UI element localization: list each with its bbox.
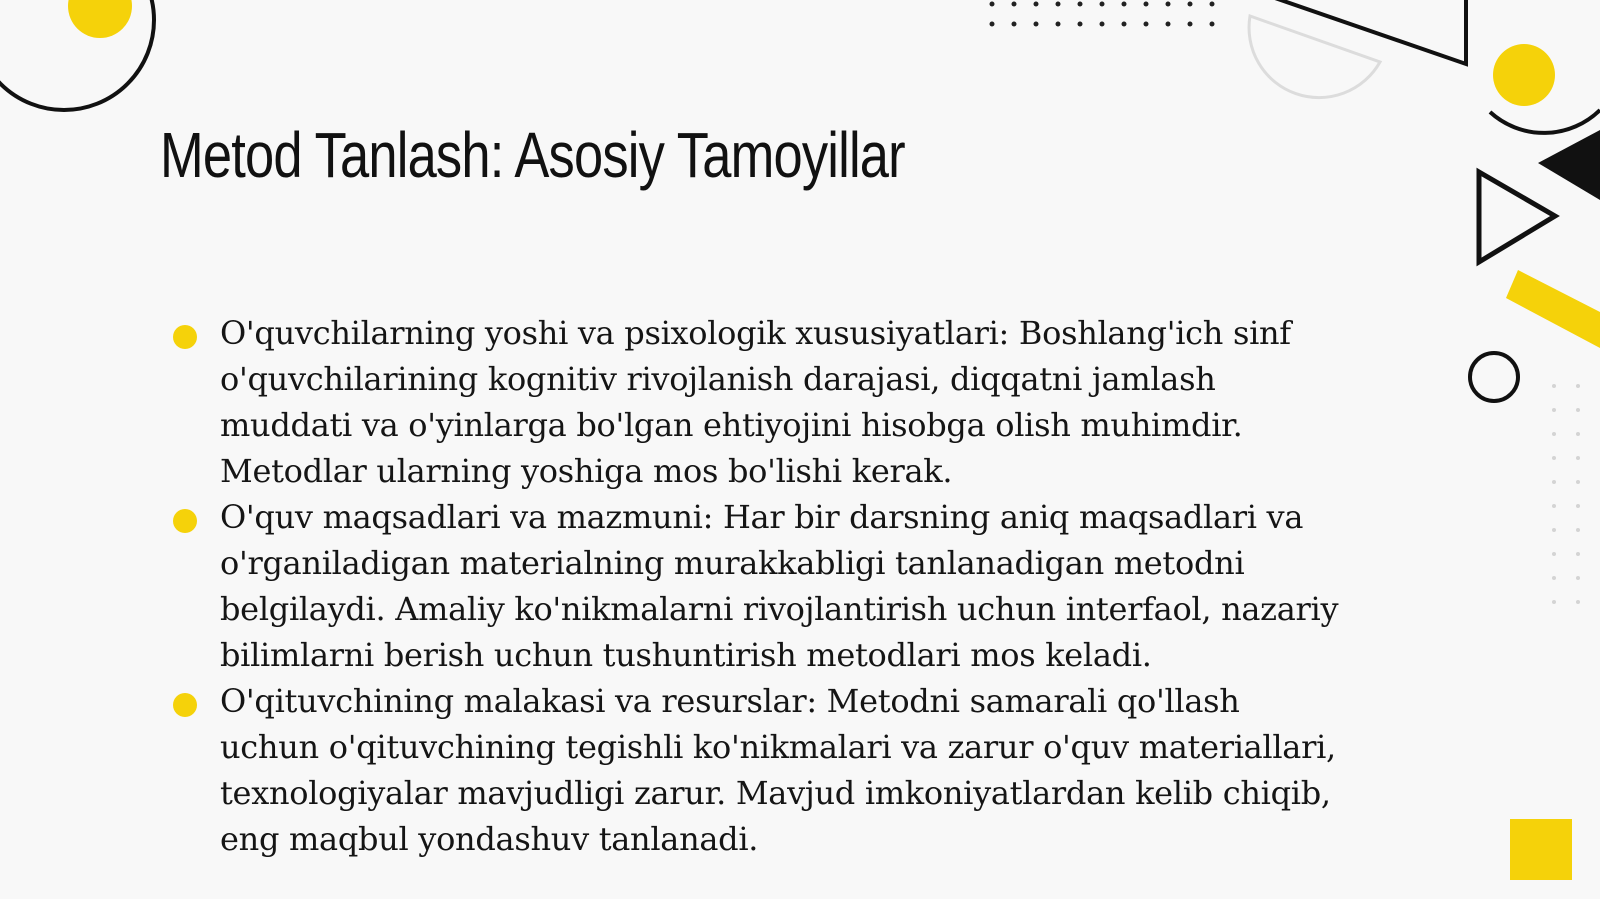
black-triangle-shape	[1538, 130, 1600, 200]
play-triangle-shape	[1479, 172, 1555, 262]
bullet-item	[170, 678, 1340, 862]
bullet-item	[170, 310, 1340, 494]
outline-triangle-shape	[1275, 0, 1466, 64]
yellow-circle-right-shape	[1493, 44, 1555, 106]
faint-dot-pattern-shape	[1552, 384, 1580, 604]
bullet-item	[170, 494, 1340, 678]
bullet-dot-icon	[173, 325, 197, 349]
small-ring-shape	[1470, 353, 1518, 401]
slide-title: Metod Tanlash: Asosiy Tamoyillar	[160, 119, 905, 191]
yellow-square-shape	[1510, 819, 1572, 880]
dot-pattern-shape	[990, 2, 1215, 27]
yellow-circle-shape	[68, 0, 132, 38]
bullet-list	[170, 310, 1340, 862]
bullet-text: O'quv maqsadlari va mazmuni: Har bir darsning aniq maqsadlari va o'rganiladigan materialning murakkabligi tanlanadigan metodni belgilaydi. Amaliy ko'nikmalarni rivojlantirish uchun interfaol, nazariy bilimlarni berish uchun tushuntirish metodlari mos keladi.	[220, 498, 1339, 674]
bullet-dot-icon	[173, 509, 197, 533]
yellow-bar-shape	[1506, 270, 1600, 348]
arc-shape	[1490, 110, 1600, 133]
bullet-text: O'quvchilarning yoshi va psixologik xususiyatlari: Boshlang'ich sinf o'quvchilarining kognitiv rivojlanish darajasi, diqqatni jamlash muddati va o'yinlarga bo'lgan ehtiyojini hisobga olish muhimdir. Metodlar ularning yoshiga mos bo'lishi kerak.	[220, 314, 1291, 490]
bullet-text: O'qituvchining malakasi va resurslar: Metodni samarali qo'llash uchun o'qituvchining tegishli ko'nikmalari va zarur o'quv materiallari, texnologiyalar mavjudligi zarur. Mavjud imkoniyatlardan kelib chiqib, eng maqbul yondashuv tanlanadi.	[220, 682, 1336, 858]
bullet-dot-icon	[173, 693, 197, 717]
